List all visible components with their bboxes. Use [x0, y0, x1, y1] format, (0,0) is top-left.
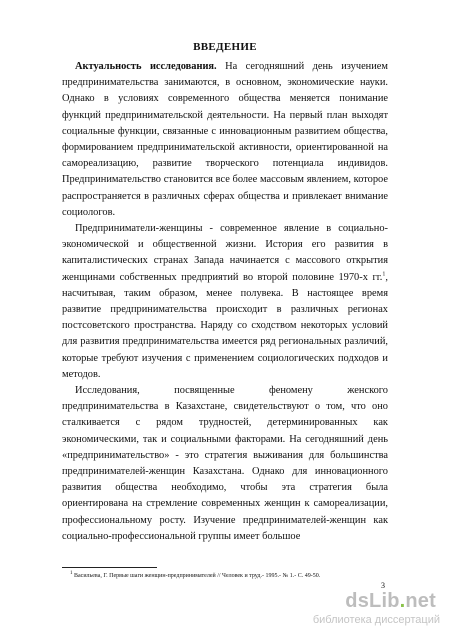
paragraph-lead: Актуальность исследования. [75, 61, 217, 72]
logo-main: dsLib [345, 590, 400, 612]
paragraph-text: Исследования, посвященные феномену женского предпринимательства в Казахстане, свидетельствуют о том, что оно сталкивается с рядом трудностей, детерминированных как экономическими, так и социальными факторами. На сегодняшний день «предпринимательство» - это стратегия выживания для большинства предпринимателей-женщин Казахстана. Однако для инновационного развития общества необходимо, чтобы эта стратегия была ориентирована на стремление современных женщин к самореализации, профессиональному росту. Изучение предпринимателей-женщин как социально-профессиональной группы имеет большое [62, 385, 388, 542]
footnote-text: Васильева, Г. Первые шаги женщин-предпринимателей // Человек и труд.- 1995.- № 1.- С. 49-50. [72, 573, 321, 579]
paragraph-text: На сегодняшний день изучением предпринимательства занимаются, в основном, экономические науки. Однако в условиях современного общества меняется понимание функций предпринимательской деятельности. На первый план выходят социальные функции, связанные с инновационным развитием общества, формированием предпринимательской активности, ориентированной на самореализацию, развитие творческого потенциала индивидов. Предпринимательство становится все более массовым явлением, которое распространяется в различных сферах общества и привлекает внимание социологов. [62, 61, 388, 218]
page-number: 3 [381, 581, 385, 590]
footnote-marker: 1 [70, 571, 73, 576]
page-title: ВВЕДЕНИЕ [193, 41, 257, 53]
footnote-reference[interactable]: 1 [382, 271, 386, 278]
paragraph-kazakhstan [62, 383, 388, 545]
paragraph-women-entrepreneurs [62, 221, 388, 383]
logo-tld: net [405, 590, 436, 612]
paragraph-relevance [62, 59, 388, 221]
logo-dot: . [399, 590, 406, 612]
footnote-divider [62, 567, 157, 568]
watermark-logo [345, 590, 436, 613]
paragraph-text: Предприниматели-женщины - современное явление в социально-экономической и общественной жизни. История его развития в капиталистических странах Запада начинается с массового открытия женщинами собственных предприятий во второй половине 1970-х гг. [62, 223, 388, 283]
paragraph-text: , насчитывая, таким образом, менее полувека. В настоящее время развитие предпринимательства происходит в различных регионах постсоветского пространства. Наряду со сходством некоторых условий для развития предпринимательства имеется ряд региональных различий, которые требуют изучения с применением социологических подходов и методов. [62, 271, 388, 380]
footnote [70, 570, 400, 580]
watermark [298, 590, 446, 634]
body-text [62, 59, 388, 545]
watermark-subtitle: библиотека диссертаций [312, 614, 440, 626]
